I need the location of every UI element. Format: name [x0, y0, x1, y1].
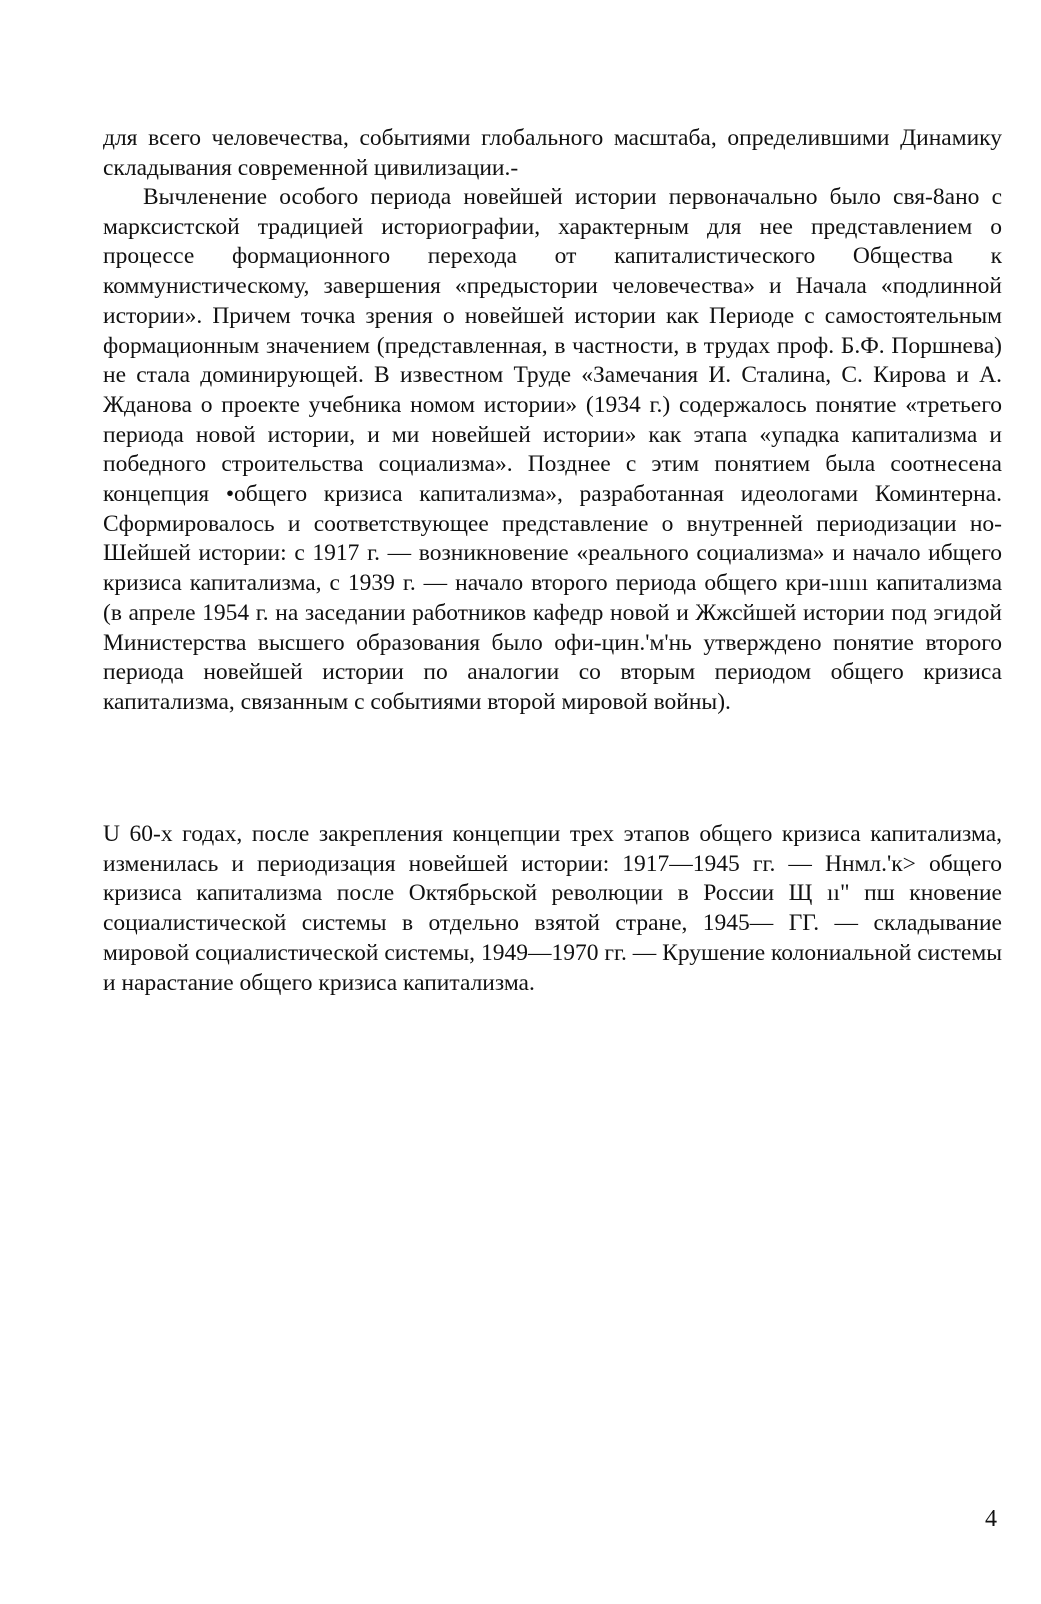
paragraph-sixties-periodization: U 60-х годах, после закрепления концепции трех этапов общего кризиса капитализма, изменилась и периодизация новейшей истории: 1917—1945 гг. — Ннмл.'к> общего кризиса капитализма после Октябрьской революции в России Щ ıı" пш кновение социалистической системы в отдельно взятой стране, 1945— ГГ. — складывание мировой социалистической системы, 1949—1970 гг. — Крушение колониальной системы и нарастание общего кризиса капитализма.: [103, 821, 1002, 996]
paragraph-continuation: для всего человечества, событиями глобального масштаба, определившими Динамику складывания современной цивилизации.-: [103, 125, 1002, 181]
paragraph-periodization-origins: Вычленение особого периода новейшей истории первоначально было свя-8ано с марксистской традицией историографии, характерным для нее представлением о процессе формационного перехода от капиталистического Общества к коммунистическому, завершения «предыстории человечества» и Начала «подлинной истории». Причем точка зрения о новейшей истории как Периоде с самостоятельным формационным значением (представленная, в частности, в трудах проф. Б.Ф. Поршнева) не стала доминирующей. В известном Труде «Замечания И. Сталина, С. Кирова и А. Жданова о проекте учебника номом истории» (1934 г.) содержалось понятие «третьего периода новой истории, и ми новейшей истории» как этапа «упадка капитализма и победного строительства социализма». Позднее с этим понятием была соотнесена концепция •общего кризиса капитализма», разработанная идеологами Коминтерна. Сформировалось и соответствующее представление о внутренней периодизации но-Шейшей истории: с 1917 г. — возникновение «реального социализма» и начало ибщего кризиса капитализма, с 1939 г. — начало второго периода общего кри-ıııııı капитализма (в апреле 1954 г. на заседании работников кафедр новой и Жжсйшей истории под эгидой Министерства высшего образования было офи-цин.'м'нь утверждено понятие второго периода новейшей истории по аналогии со вторым периодом общего кризиса капитализма, связанным с событиями второй мировой войны).: [103, 184, 1002, 715]
page-number: 4: [985, 1506, 997, 1532]
